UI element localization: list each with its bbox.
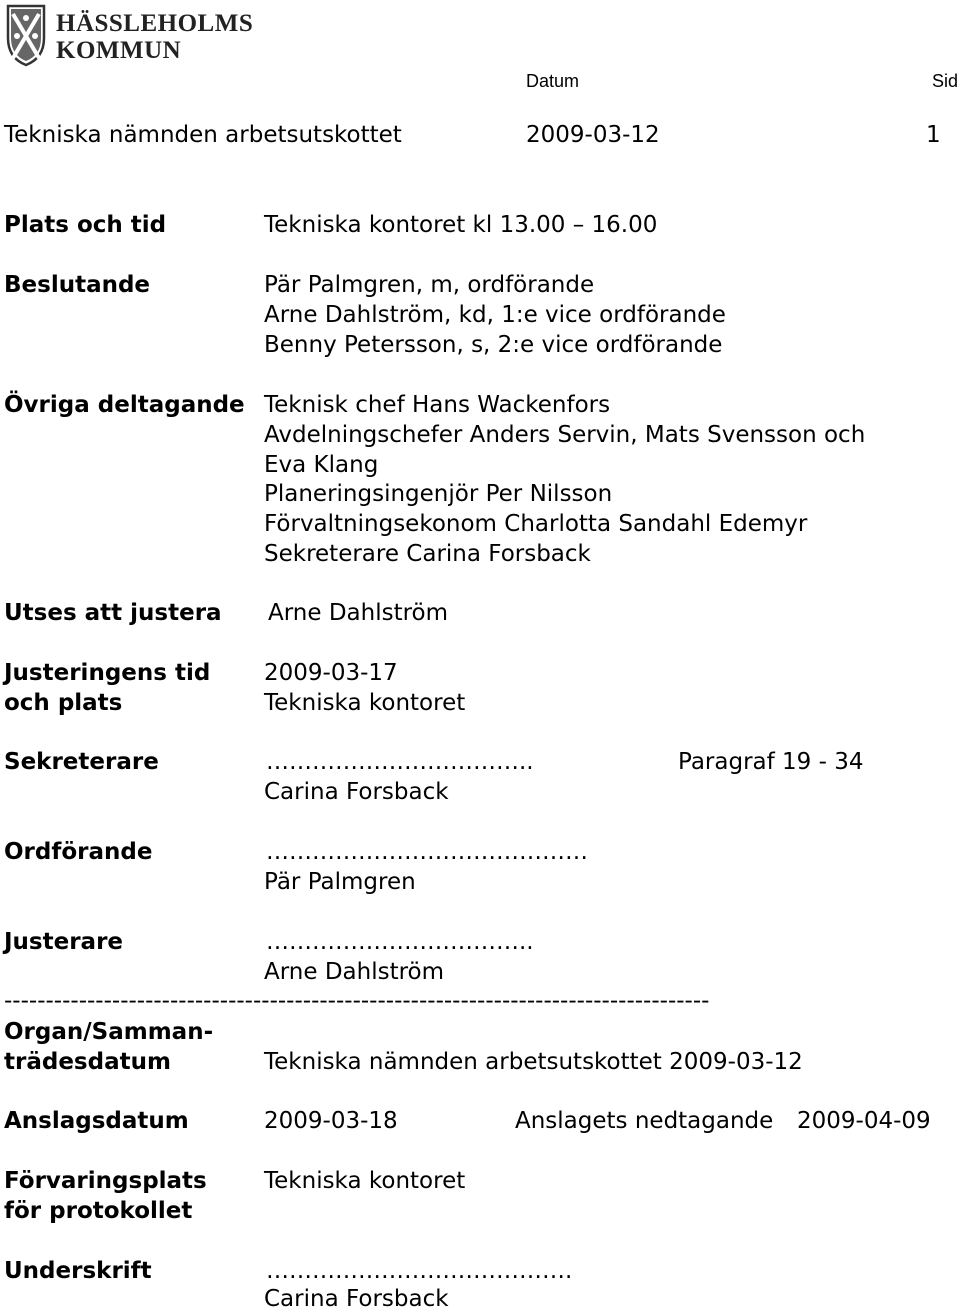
ovriga-line: Avdelningschefer Anders Servin, Mats Svensson och (264, 422, 866, 448)
anslag-nedtagande-label: Anslagets nedtagande (515, 1108, 774, 1134)
justerare-signature-line: …………………………….. (266, 929, 534, 955)
sekreterare-paragraf: Paragraf 19 - 34 (678, 749, 864, 775)
justeringens-label: Justeringens tid (4, 660, 211, 686)
ordforande-signature-line: …………………………………… (266, 839, 588, 865)
forvaring-label: Förvaringsplats (4, 1168, 207, 1194)
underskrift-signature-line: …………………………………. (266, 1258, 573, 1284)
beslutande-line: Benny Petersson, s, 2:e vice ordförande (264, 332, 723, 358)
beslutande-label: Beslutande (4, 272, 151, 298)
sekreterare-signature-line: …………………………….. (266, 749, 534, 775)
municipality-logo (2, 2, 50, 68)
justeringens-date: 2009-03-17 (264, 660, 398, 686)
utses-label: Utses att justera (4, 600, 222, 626)
header-date: 2009-03-12 (526, 122, 660, 148)
sid-label: Sid (932, 71, 959, 91)
forvaring-value: Tekniska kontoret (264, 1168, 466, 1194)
header-page-number: 1 (926, 122, 941, 148)
justeringens-label-2: och plats (4, 690, 123, 716)
beslutande-line: Pär Palmgren, m, ordförande (264, 272, 595, 298)
utses-value: Arne Dahlström (268, 600, 449, 626)
ovriga-line: Sekreterare Carina Forsback (264, 541, 591, 567)
organ-value: Tekniska nämnden arbetsutskottet 2009-03-12 (264, 1049, 803, 1075)
ordforande-label: Ordförande (4, 839, 153, 865)
justerare-label: Justerare (4, 929, 124, 955)
beslutande-line: Arne Dahlström, kd, 1:e vice ordförande (264, 302, 726, 328)
sekreterare-name: Carina Forsback (264, 779, 449, 805)
coat-of-arms-icon (2, 2, 50, 68)
plats-label: Plats och tid (4, 212, 167, 238)
sekreterare-label: Sekreterare (4, 749, 159, 775)
anslag-nedtagande-date: 2009-04-09 (797, 1108, 931, 1134)
anslag-label: Anslagsdatum (4, 1108, 189, 1134)
plats-value: Tekniska kontoret kl 13.00 – 16.00 (264, 212, 658, 238)
logo-subtitle: KOMMUN (56, 37, 182, 64)
forvaring-label-2: för protokollet (4, 1198, 193, 1224)
logo-title: HÄSSLEHOLMS (56, 10, 254, 37)
datum-label: Datum (526, 71, 580, 91)
justerare-name: Arne Dahlström (264, 959, 445, 985)
anslag-date: 2009-03-18 (264, 1108, 398, 1134)
ovriga-line: Eva Klang (264, 452, 379, 478)
ovriga-line: Planeringsingenjör Per Nilsson (264, 481, 613, 507)
organ-label: Organ/Samman- (4, 1019, 214, 1045)
ovriga-line: Förvaltningsekonom Charlotta Sandahl Edemyr (264, 511, 808, 537)
ovriga-line: Teknisk chef Hans Wackenfors (264, 392, 611, 418)
dashed-separator: ------------------------------------------------------------------------------------- (4, 988, 710, 1014)
ordforande-name: Pär Palmgren (264, 869, 416, 895)
organ-label-2: trädesdatum (4, 1049, 171, 1075)
header-organization: Tekniska nämnden arbetsutskottet (4, 122, 402, 148)
underskrift-name: Carina Forsback (264, 1286, 449, 1312)
ovriga-label: Övriga deltagande (4, 392, 245, 418)
justeringens-place: Tekniska kontoret (264, 690, 466, 716)
underskrift-label: Underskrift (4, 1258, 152, 1284)
